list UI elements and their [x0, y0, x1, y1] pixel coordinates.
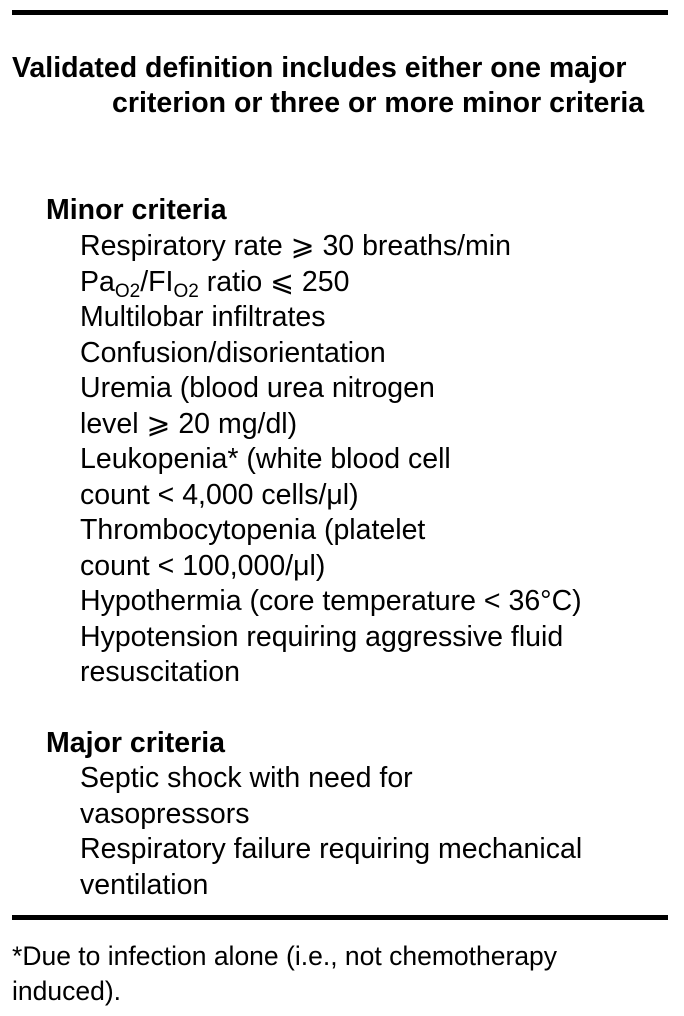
- minor-criteria-title: Minor criteria: [46, 194, 227, 226]
- list-item: Multilobar infiltrates: [80, 301, 326, 333]
- list-item: Hypotension requiring aggressive fluid resuscitation: [80, 620, 564, 688]
- major-criteria-title: Major criteria: [46, 727, 225, 759]
- list-item: Respiratory rate ⩾ 30 breaths/min: [80, 230, 511, 262]
- minor-criteria-list: [80, 229, 680, 691]
- list-item: Uremia (blood urea nitrogen level ⩾ 20 mg/dl): [80, 372, 435, 440]
- list-item: Hypothermia (core temperature < 36°C): [80, 585, 582, 617]
- list-item: Confusion/disorientation: [80, 336, 386, 369]
- list-item: $Pa_{O2}/FI_{O2}$ ratio ⩽ 250: [80, 265, 350, 302]
- major-criteria-list: [80, 761, 680, 903]
- footnote: *Due to infection alone (i.e., not chemotherapy induced).: [12, 941, 558, 1006]
- top-rule: [12, 10, 668, 15]
- list-item: Respiratory failure requiring mechanical ventilation: [80, 833, 583, 901]
- list-item: Septic shock with need for vasopressors: [80, 762, 413, 830]
- bottom-rule: [12, 915, 668, 920]
- table-heading: Validated definition includes either one major criterion or three or more minor criteria: [12, 52, 645, 119]
- list-item: Thrombocytopenia (platelet count < 100,000/μl): [80, 514, 426, 582]
- list-item: Leukopenia* (white blood cell count < 4,000 cells/μl): [80, 443, 451, 511]
